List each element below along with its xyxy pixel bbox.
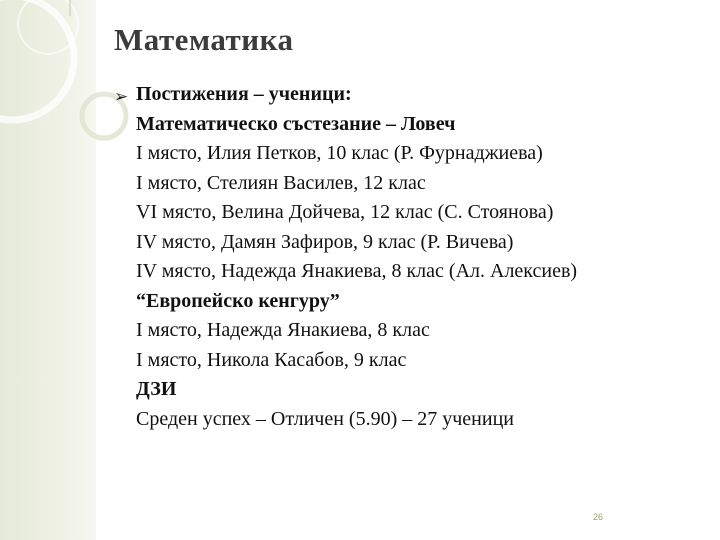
- result-line: IV място, Надежда Янакиева, 8 клас (Ал. Алексиев): [136, 260, 578, 282]
- subsection-heading: Математическо състезание – Ловеч: [136, 112, 456, 135]
- subsection-heading: “Европейско кенгуру”: [136, 289, 340, 312]
- result-line: I място, Стелиян Василев, 12 клас: [136, 171, 426, 194]
- deco-circle-large: [0, 0, 74, 120]
- result-line: I място, Илия Петков, 10 клас (Р. Фурнаджиева): [136, 142, 543, 164]
- section-heading: Постижения – ученици:: [136, 83, 352, 105]
- result-line: VI място, Велина Дойчева, 12 клас (С. Стоянова): [136, 201, 554, 223]
- slide-title: Математика: [114, 22, 294, 57]
- content-list: [136, 80, 706, 434]
- result-line: I място, Надежда Янакиева, 8 клас: [136, 319, 430, 341]
- result-line: I място, Никола Касабов, 9 клас: [136, 348, 407, 371]
- result-line: IV място, Дамян Зафиров, 9 клас (Р. Вичева): [136, 230, 514, 253]
- result-line: Среден успех – Отличен (5.90) – 27 ученици: [136, 407, 514, 430]
- arrow-bullet-icon: ➢: [114, 87, 129, 106]
- subsection-heading: ДЗИ: [136, 378, 177, 400]
- page-number: 26: [593, 512, 604, 522]
